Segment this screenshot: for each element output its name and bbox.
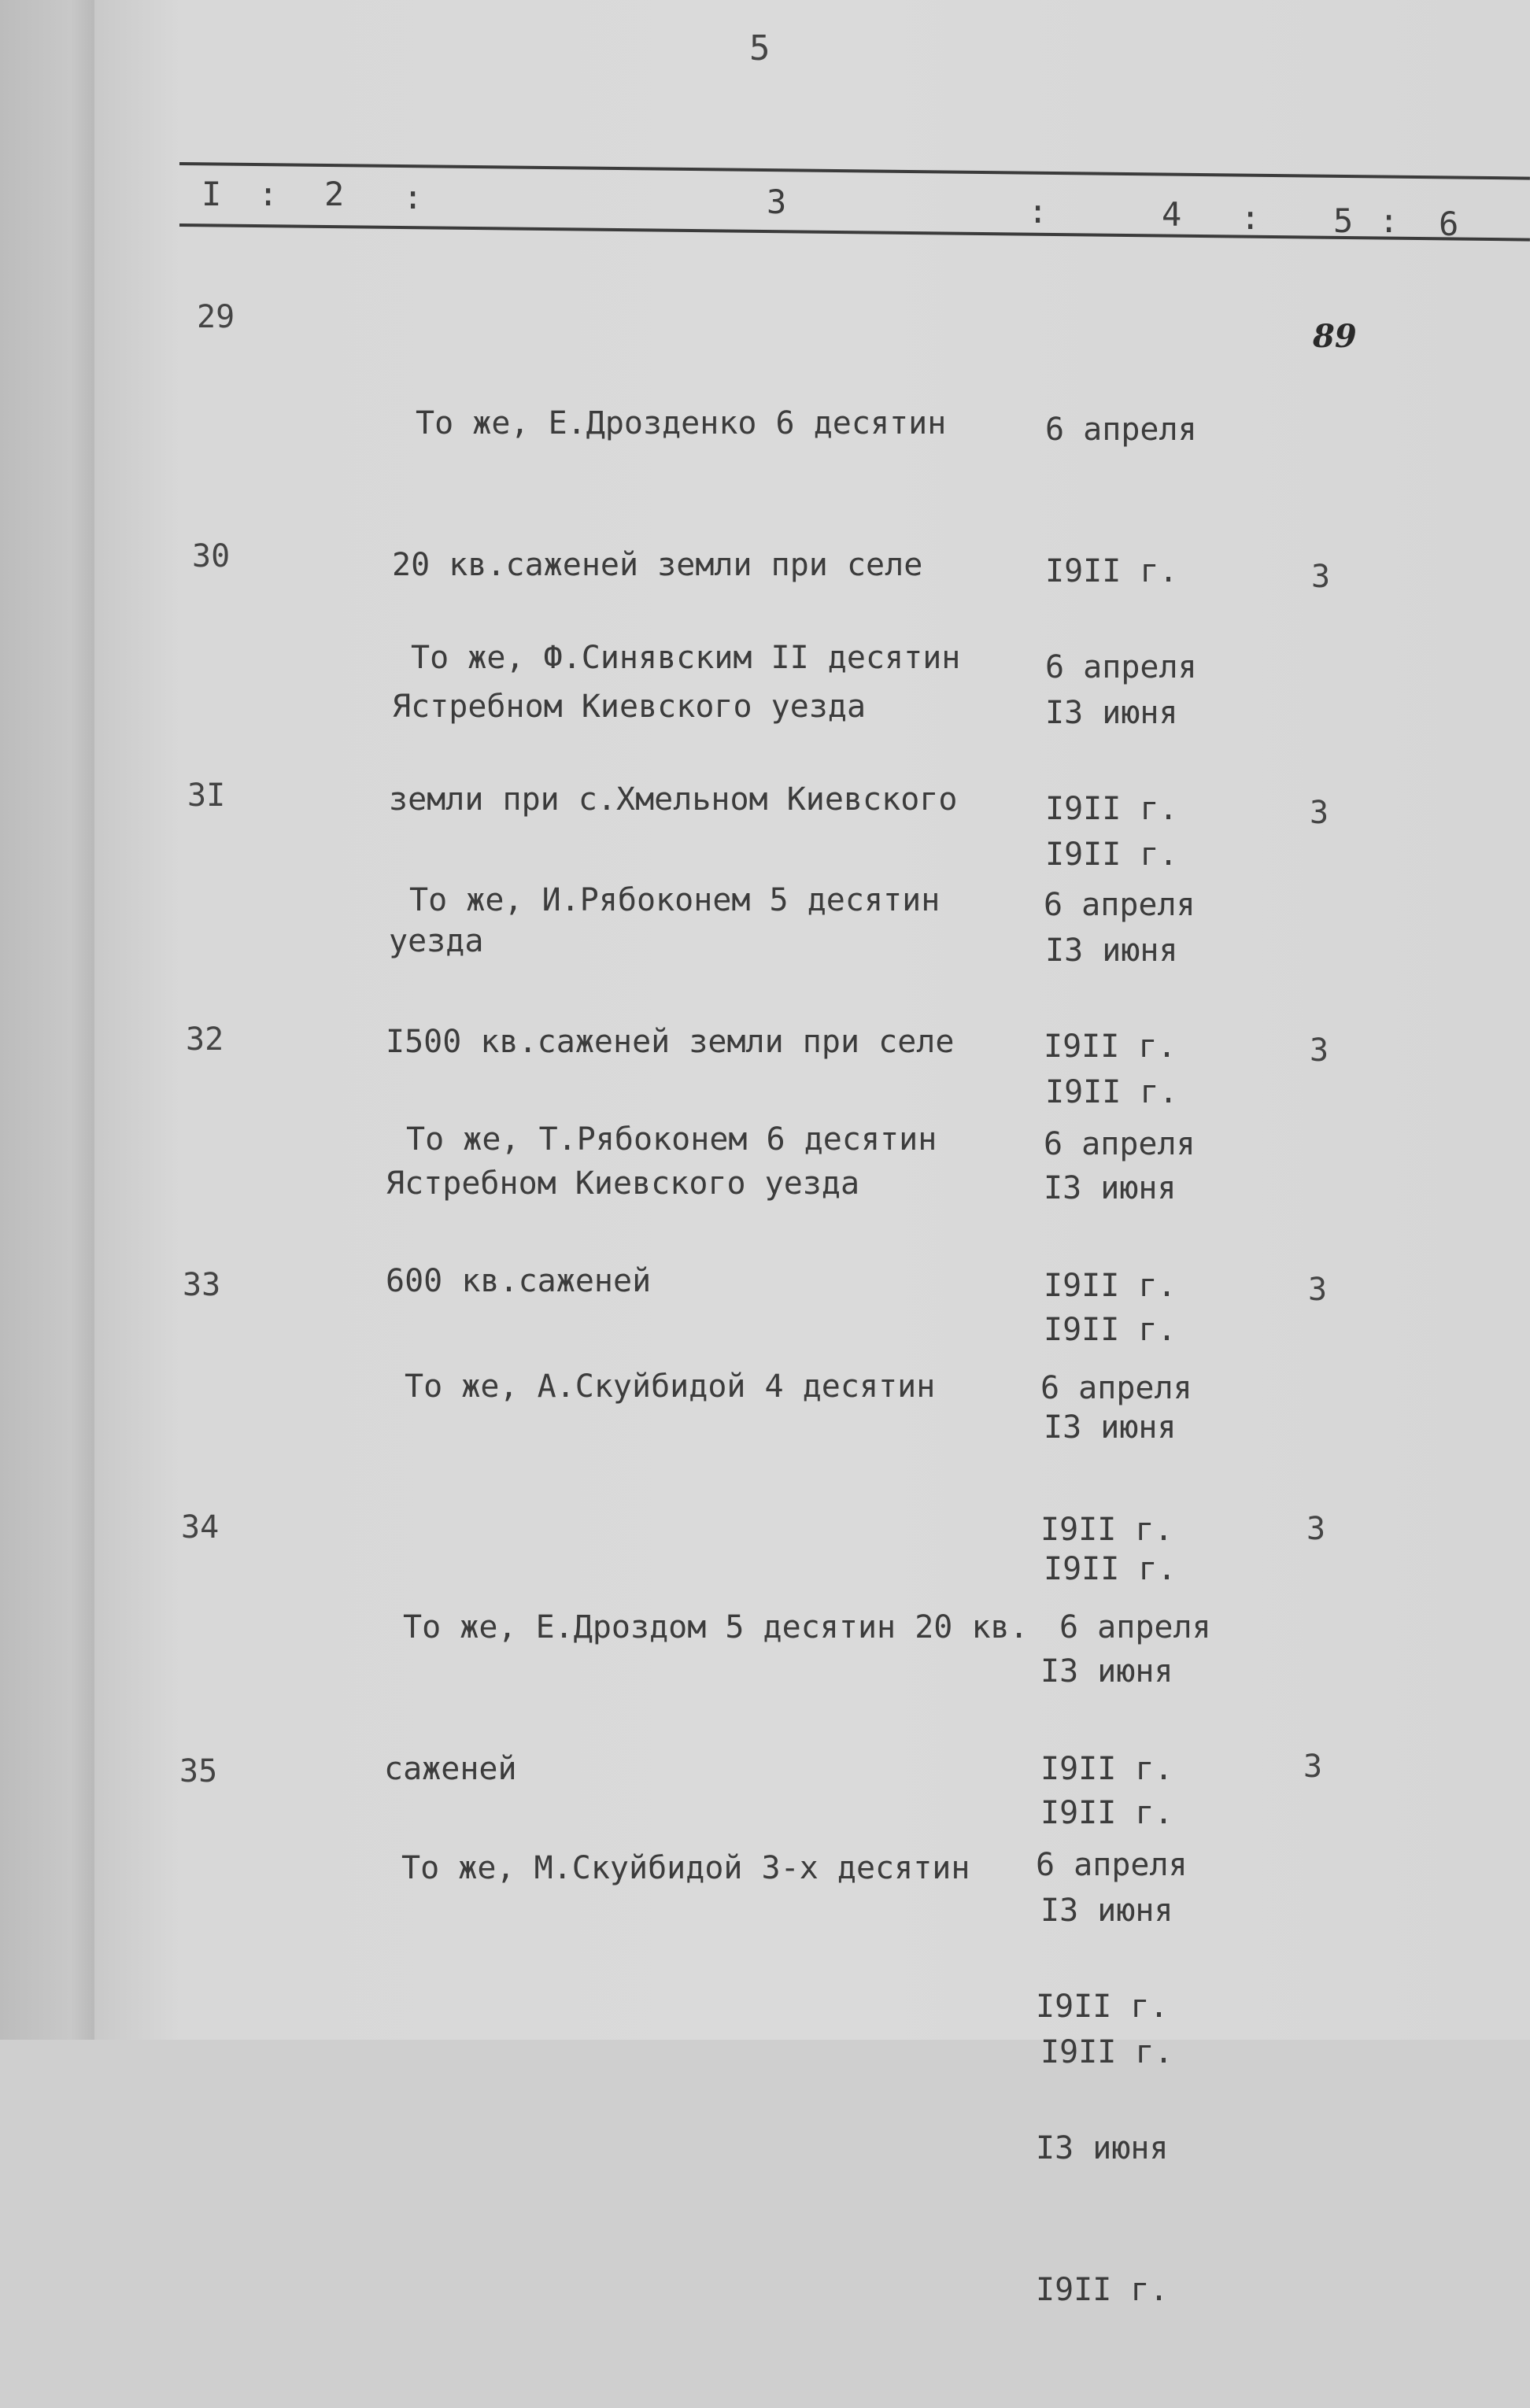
date-line: I9II г.: [1040, 1751, 1173, 1787]
date-line: 6 апреля: [1044, 1126, 1196, 1162]
description-line: То же, Т.Рябоконем 6 десятин: [406, 1121, 937, 1158]
column-1-header: I: [201, 175, 222, 213]
date-line: 6 апреля: [1036, 1847, 1188, 1883]
column-4-header: 4: [1162, 195, 1182, 234]
date-line: I9II г.: [1044, 1029, 1177, 1065]
description-line: саженей: [384, 1751, 517, 1787]
date-line: I9II г.: [1040, 1795, 1173, 1831]
date-line: I9II г.: [1045, 791, 1178, 827]
row-number: 3I: [187, 777, 226, 814]
description-line: 20 кв.саженей земли при селе: [392, 547, 923, 583]
description-line: То же, М.Скуйбидой 3-х десятин: [401, 1850, 970, 1886]
date-line: 6 апреля: [1045, 412, 1197, 448]
description-line: уезда: [389, 923, 484, 959]
row-number: 35: [179, 1753, 218, 1789]
sheet-number: 3: [1308, 1272, 1328, 1308]
description-line: То же, Е.Дроздом 5 десятин 20 кв.: [403, 1609, 1029, 1645]
description-line: Ястребном Киевского уезда: [386, 1165, 860, 1202]
date-line: 6 апреля: [1040, 1370, 1192, 1406]
date-line: 6 апреля: [1044, 887, 1196, 923]
row-number: 29: [197, 299, 235, 335]
date-line: I9II г.: [1036, 1989, 1169, 2025]
description-line: То же, Е.Дрозденко 6 десятин: [416, 405, 947, 441]
description-line: Ястребном Киевского уезда: [392, 689, 867, 725]
column-5-header: 5: [1333, 201, 1354, 240]
sheet-number: 3: [1306, 1511, 1326, 1547]
row-number: 32: [186, 1021, 224, 1058]
date-line: I9II г.: [1045, 837, 1178, 873]
binding-edge: [0, 0, 101, 2040]
sheet-number-handwritten: 89: [1313, 318, 1357, 355]
description-line: 600 кв.саженей: [386, 1263, 652, 1299]
description-line: То же, А.Скуйбидой 4 десятин: [405, 1368, 936, 1405]
date-line: I9II г.: [1040, 1512, 1173, 1548]
row-dates: [1036, 1747, 1188, 2408]
date-line: I9II г.: [1045, 553, 1178, 589]
sheet-number: 3: [1310, 1032, 1329, 1069]
column-separator: :: [1028, 192, 1048, 231]
date-line: I9II г.: [1045, 1074, 1178, 1110]
date-line: I3 июня: [1044, 1170, 1177, 1206]
sheet-number: 3: [1310, 795, 1329, 831]
description-line: I500 кв.саженей земли при селе: [386, 1024, 955, 1060]
column-3-header: 3: [767, 183, 787, 221]
row-number: 30: [192, 538, 231, 574]
date-line: 6 апреля: [1045, 649, 1197, 685]
description-line: земли при с.Хмельном Киевского: [389, 781, 958, 818]
sheet-number: 3: [1311, 559, 1331, 595]
description-line: То же, И.Рябоконем 5 десятин: [409, 882, 941, 918]
description-line: То же, Ф.Синявским II десятин: [411, 640, 961, 676]
page-number: 5: [749, 28, 771, 68]
date-line: I3 июня: [1045, 933, 1178, 969]
column-2-header: 2: [324, 175, 345, 213]
column-separator: :: [1240, 198, 1261, 237]
row-description: [401, 1750, 970, 1986]
sheet-number: 3: [1303, 1749, 1323, 1785]
row-number: 33: [183, 1267, 221, 1303]
date-line: I9II г.: [1040, 2034, 1173, 2070]
date-line: I9II г.: [1044, 1268, 1177, 1304]
date-line: I3 июня: [1036, 2130, 1169, 2166]
date-line: I3 июня: [1040, 1893, 1173, 1929]
row-number: 34: [181, 1509, 220, 1546]
date-line: I3 июня: [1044, 1409, 1177, 1446]
date-line: 6 апреля: [1059, 1609, 1211, 1645]
column-separator: :: [258, 175, 279, 213]
column-6-header: 6: [1439, 205, 1459, 243]
date-line: I3 июня: [1040, 1653, 1173, 1690]
column-separator: :: [403, 178, 423, 216]
date-line: I9II г.: [1044, 1312, 1177, 1348]
date-line: I9II г.: [1036, 2272, 1169, 2308]
date-line: I9II г.: [1044, 1551, 1177, 1587]
column-separator: :: [1379, 201, 1399, 240]
date-line: I3 июня: [1045, 695, 1178, 731]
row-description: [405, 1269, 935, 1505]
